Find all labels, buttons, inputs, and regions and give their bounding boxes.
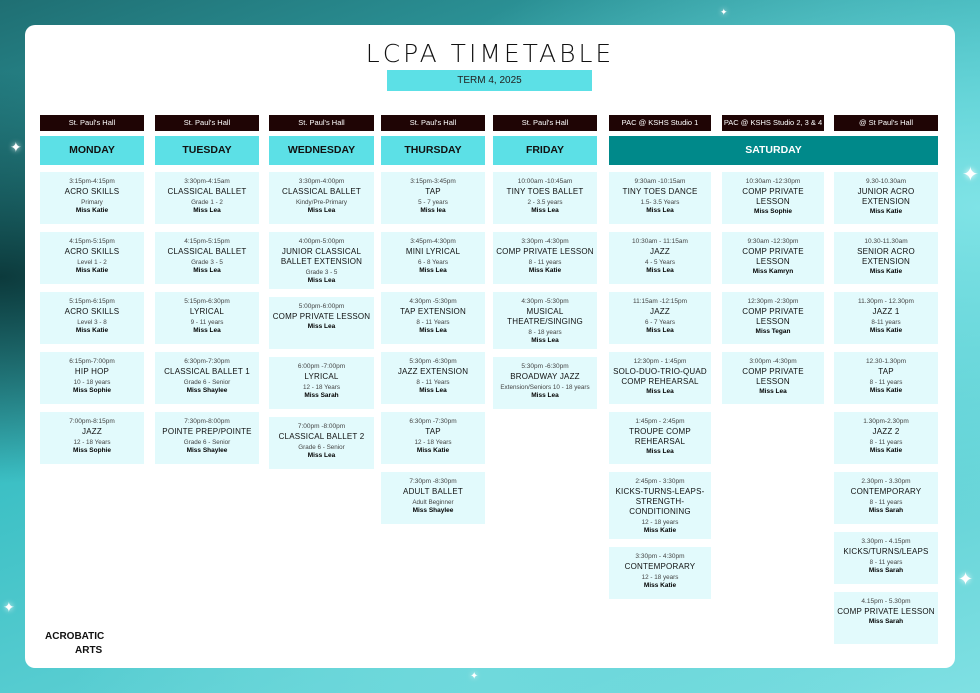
class-teacher: Miss Lea bbox=[307, 323, 336, 330]
class-time: 4.15pm - 5.30pm bbox=[861, 598, 911, 605]
class-level: 9 - 11 years bbox=[190, 319, 224, 326]
class-card bbox=[493, 172, 597, 224]
class-level: 8 - 11 years bbox=[869, 379, 903, 386]
class-time: 6:00pm -7:00pm bbox=[297, 363, 346, 370]
class-time: 3:15pm-4:15pm bbox=[69, 178, 115, 185]
class-time: 12:30pm - 1:45pm bbox=[633, 358, 687, 365]
class-name: CLASSICAL BALLET bbox=[167, 187, 247, 196]
class-level: 6 - 8 Years bbox=[417, 259, 449, 266]
class-level: Grade 1 - 2 bbox=[191, 199, 223, 206]
class-name: LYRICAL bbox=[304, 372, 339, 381]
class-teacher: Miss Lea bbox=[307, 452, 336, 459]
venue-label: @ St Paul's Hall bbox=[834, 115, 938, 131]
class-level: Level 1 - 2 bbox=[77, 259, 107, 266]
class-time: 11:15am -12:15pm bbox=[632, 298, 688, 305]
class-level: 8 - 11 years bbox=[869, 559, 903, 566]
class-level: 8 - 11 Years bbox=[416, 319, 450, 326]
venue-label: St. Paul's Hall bbox=[269, 115, 374, 131]
class-name: ACRO SKILLS bbox=[64, 247, 120, 256]
term-banner: TERM 4, 2025 bbox=[387, 70, 592, 91]
class-name: COMP PRIVATE LESSON bbox=[837, 607, 935, 616]
class-level: Grade 3 - 5 bbox=[305, 269, 338, 276]
class-name: TAP bbox=[425, 427, 441, 436]
day-column bbox=[609, 172, 711, 599]
class-teacher: Miss Lea bbox=[419, 327, 447, 334]
class-time: 11.30pm - 12.30pm bbox=[858, 298, 914, 305]
class-teacher: Miss Katie bbox=[75, 267, 109, 274]
class-name: POINTE PREP/POINTE bbox=[162, 427, 252, 436]
class-name: TAP EXTENSION bbox=[400, 307, 466, 316]
class-card bbox=[155, 352, 259, 404]
day-header-friday: FRIDAY bbox=[493, 136, 597, 165]
class-teacher: Miss Lea bbox=[531, 207, 559, 214]
class-teacher: Miss Lea bbox=[646, 207, 674, 214]
class-teacher: Miss Shaylee bbox=[186, 387, 228, 394]
class-teacher: Miss Katie bbox=[869, 268, 903, 275]
class-teacher: Miss Lea bbox=[419, 267, 447, 274]
class-level: 12 - 18 Years bbox=[73, 439, 111, 446]
class-teacher: Miss Katie bbox=[643, 527, 677, 534]
class-teacher: Miss Lea bbox=[307, 207, 336, 214]
class-teacher: Miss Sarah bbox=[868, 507, 904, 514]
day-header-wednesday: WEDNESDAY bbox=[269, 136, 374, 165]
class-teacher: Miss Sophie bbox=[754, 208, 792, 215]
class-teacher: Miss Shaylee bbox=[412, 507, 454, 514]
class-level: 8 - 11 years bbox=[869, 439, 903, 446]
class-name: KICKS-TURNS-LEAPS-STRENGTH-CONDITIONING bbox=[615, 487, 705, 516]
venue-label: PAC @ KSHS Studio 2, 3 & 4 bbox=[722, 115, 824, 131]
day-column bbox=[381, 172, 485, 524]
acrobatic-arts-logo: ACROBATIC ARTS bbox=[45, 631, 105, 656]
class-card bbox=[155, 172, 259, 224]
class-teacher: Miss Sophie bbox=[73, 447, 111, 454]
class-name: MUSICAL THEATRE/SINGING bbox=[507, 307, 583, 326]
day-header-monday: MONDAY bbox=[40, 136, 144, 165]
class-card bbox=[381, 292, 485, 344]
class-time: 3:30pm - 4:30pm bbox=[635, 553, 685, 560]
class-teacher: Miss Katie bbox=[869, 447, 903, 454]
class-card bbox=[155, 292, 259, 344]
class-time: 7:30pm -8:30pm bbox=[409, 478, 457, 485]
class-level: 10 - 18 years bbox=[73, 379, 111, 386]
class-time: 4:30pm -5:30pm bbox=[521, 298, 569, 305]
class-card bbox=[609, 352, 711, 404]
class-teacher: Miss Katie bbox=[416, 447, 450, 454]
class-time: 10:30am - 11:15am bbox=[632, 238, 688, 245]
class-name: SENIOR ACRO EXTENSION bbox=[857, 247, 915, 266]
class-name: JAZZ EXTENSION bbox=[397, 367, 469, 376]
class-teacher: Miss Lea bbox=[646, 267, 674, 274]
class-teacher: Miss Lea bbox=[419, 387, 447, 394]
class-name: KICKS/TURNS/LEAPS bbox=[843, 547, 929, 556]
day-column bbox=[40, 172, 144, 464]
class-card bbox=[40, 352, 144, 404]
class-time: 7:00pm -8:00pm bbox=[297, 423, 346, 430]
class-name: CONTEMPORARY bbox=[850, 487, 922, 496]
class-level: Grade 6 - Senior bbox=[183, 439, 231, 446]
star-icon: ✦ bbox=[470, 671, 479, 682]
class-teacher: Miss Lea bbox=[193, 327, 221, 334]
day-header-tuesday: TUESDAY bbox=[155, 136, 259, 165]
class-card bbox=[609, 172, 711, 224]
class-name: MINI LYRICAL bbox=[405, 247, 461, 256]
class-level: 12 - 18 years bbox=[641, 574, 679, 581]
venue-label: St. Paul's Hall bbox=[493, 115, 597, 131]
star-icon: ✦ bbox=[958, 569, 974, 589]
class-name: JAZZ 2 bbox=[872, 427, 900, 436]
class-time: 4:00pm-5:00pm bbox=[298, 238, 345, 245]
class-level: 12 - 18 Years bbox=[414, 439, 452, 446]
class-level: 8 - 11 Years bbox=[416, 379, 450, 386]
day-header-saturday: SATURDAY bbox=[609, 136, 938, 165]
class-level: Grade 6 - Senior bbox=[183, 379, 231, 386]
class-time: 12:30pm -2:30pm bbox=[747, 298, 799, 305]
class-teacher: Miss Lea bbox=[531, 392, 559, 399]
venue-label: St. Paul's Hall bbox=[155, 115, 259, 131]
class-name: JAZZ bbox=[650, 247, 670, 256]
class-time: 4:30pm -5:30pm bbox=[409, 298, 457, 305]
page-title: LCPA TIMETABLE bbox=[365, 39, 615, 68]
class-level: Primary bbox=[81, 199, 103, 206]
class-teacher: Miss Shaylee bbox=[186, 447, 228, 454]
class-card bbox=[381, 412, 485, 464]
class-level: Level 3 - 8 bbox=[77, 319, 107, 326]
class-teacher: Miss Sarah bbox=[868, 567, 904, 574]
class-name: CLASSICAL BALLET 1 bbox=[164, 367, 250, 376]
class-card bbox=[381, 172, 485, 224]
class-name: COMP PRIVATE LESSON bbox=[272, 312, 371, 321]
timetable-card bbox=[25, 25, 955, 668]
class-level: 12 - 18 Years bbox=[302, 384, 341, 391]
class-level: 6 - 7 Years bbox=[644, 319, 676, 326]
class-name: JAZZ 1 bbox=[872, 307, 900, 316]
class-card bbox=[609, 232, 711, 284]
star-icon: ✦ bbox=[10, 139, 22, 155]
class-level: Kindy/Pre-Primary bbox=[295, 199, 348, 206]
class-card bbox=[381, 352, 485, 404]
class-time: 3:00pm -4:30pm bbox=[749, 358, 797, 365]
class-time: 3:30pm -4:30pm bbox=[521, 238, 569, 245]
class-teacher: Miss Lea bbox=[646, 388, 674, 395]
class-card bbox=[722, 232, 824, 284]
class-time: 3:30pm-4:15am bbox=[184, 178, 230, 185]
class-card bbox=[722, 292, 824, 344]
class-card bbox=[609, 292, 711, 344]
class-teacher: Miss Katie bbox=[528, 267, 562, 274]
class-time: 1:45pm - 2:45pm bbox=[635, 418, 685, 425]
class-name: TROUPE COMP REHEARSAL bbox=[629, 427, 691, 446]
class-card bbox=[609, 547, 711, 599]
class-time: 5:00pm-6:00pm bbox=[298, 303, 345, 310]
class-time: 5:15pm-6:15pm bbox=[69, 298, 115, 305]
class-teacher: Miss Sarah bbox=[304, 392, 339, 399]
venue-label: St. Paul's Hall bbox=[381, 115, 485, 131]
class-card bbox=[269, 357, 374, 409]
class-name: TINY TOES DANCE bbox=[622, 187, 698, 196]
class-name: ADULT BALLET bbox=[403, 487, 463, 496]
class-card bbox=[40, 292, 144, 344]
class-card bbox=[269, 297, 374, 349]
class-time: 3:30pm-4:00pm bbox=[298, 178, 345, 185]
class-card bbox=[834, 172, 938, 224]
class-card bbox=[834, 592, 938, 644]
class-card bbox=[269, 232, 374, 289]
class-name: COMP PRIVATE LESSON bbox=[742, 247, 804, 266]
class-card bbox=[609, 412, 711, 464]
class-level: 8 - 11 years bbox=[869, 499, 903, 506]
class-teacher: Miss Sarah bbox=[868, 618, 904, 625]
class-level: 1.5- 3.5 Years bbox=[640, 199, 680, 206]
class-teacher: Miss Lea bbox=[646, 327, 674, 334]
class-time: 9.30-10.30am bbox=[865, 178, 907, 185]
class-card bbox=[834, 412, 938, 464]
class-card bbox=[609, 472, 711, 539]
class-card bbox=[40, 172, 144, 224]
day-column bbox=[722, 172, 824, 404]
venue-label: PAC @ KSHS Studio 1 bbox=[609, 115, 711, 131]
class-name: TAP bbox=[425, 187, 441, 196]
class-card bbox=[493, 232, 597, 284]
class-teacher: Miss Lea bbox=[759, 388, 787, 395]
class-level: 8-11 years bbox=[871, 319, 901, 326]
class-time: 10:30am -12:30pm bbox=[745, 178, 801, 185]
class-level: 5 - 7 years bbox=[418, 199, 448, 206]
class-card bbox=[834, 292, 938, 344]
day-column bbox=[155, 172, 259, 464]
class-level: 12 - 18 years bbox=[641, 519, 679, 526]
class-name: COMP PRIVATE LESSON bbox=[742, 367, 804, 386]
class-teacher: Miss lea bbox=[420, 207, 446, 214]
class-level: 8 - 11 years bbox=[528, 259, 562, 266]
class-name: TINY TOES BALLET bbox=[506, 187, 584, 196]
class-time: 3:15pm-3:45pm bbox=[410, 178, 456, 185]
class-name: JUNIOR CLASSICAL BALLET EXTENSION bbox=[280, 247, 363, 266]
class-time: 7:30pm-8:00pm bbox=[184, 418, 230, 425]
class-name: ACRO SKILLS bbox=[64, 187, 120, 196]
class-name: BROADWAY JAZZ bbox=[510, 372, 580, 381]
class-teacher: Miss Lea bbox=[193, 207, 221, 214]
class-time: 10.30-11.30am bbox=[864, 238, 908, 245]
class-teacher: Miss Sophie bbox=[73, 387, 111, 394]
class-name: JAZZ bbox=[82, 427, 102, 436]
class-time: 6:30pm -7:30pm bbox=[409, 418, 457, 425]
class-name: CONTEMPORARY bbox=[624, 562, 696, 571]
venue-label: St. Paul's Hall bbox=[40, 115, 144, 131]
class-card bbox=[722, 172, 824, 224]
class-card bbox=[834, 532, 938, 584]
class-level: 8 - 18 years bbox=[528, 329, 562, 336]
day-column bbox=[493, 172, 597, 409]
class-level: Adult Beginner bbox=[412, 499, 454, 506]
class-level: Grade 6 - Senior bbox=[298, 444, 345, 451]
class-name: TAP bbox=[878, 367, 894, 376]
class-time: 1.30pm-2.30pm bbox=[863, 418, 909, 425]
class-card bbox=[381, 472, 485, 524]
class-time: 5:30pm -6:30pm bbox=[409, 358, 457, 365]
class-name: SOLO-DUO-TRIO-QUAD COMP REHEARSAL bbox=[613, 367, 707, 386]
class-card bbox=[155, 412, 259, 464]
class-time: 3.30pm - 4.15pm bbox=[861, 538, 911, 545]
class-name: JAZZ bbox=[650, 307, 670, 316]
class-time: 7:00pm-8:15pm bbox=[69, 418, 115, 425]
class-teacher: Miss Lea bbox=[646, 448, 674, 455]
class-teacher: Miss Katie bbox=[869, 387, 903, 394]
class-teacher: Miss Lea bbox=[307, 277, 336, 284]
class-time: 12.30-1.30pm bbox=[865, 358, 907, 365]
class-time: 5:30pm -6:30pm bbox=[521, 363, 569, 370]
class-card bbox=[155, 232, 259, 284]
class-teacher: Miss Katie bbox=[75, 207, 109, 214]
class-teacher: Miss Katie bbox=[869, 208, 903, 215]
class-teacher: Miss Katie bbox=[643, 582, 677, 589]
class-card bbox=[834, 472, 938, 524]
class-time: 6:15pm-7:00pm bbox=[69, 358, 115, 365]
class-time: 9:30am -10:15am bbox=[634, 178, 686, 185]
class-time: 10:00am -10:45am bbox=[517, 178, 573, 185]
class-card bbox=[493, 357, 597, 409]
class-teacher: Miss Kamryn bbox=[752, 268, 794, 275]
day-header-thursday: THURSDAY bbox=[381, 136, 485, 165]
class-card bbox=[40, 412, 144, 464]
class-time: 2:45pm - 3:30pm bbox=[635, 478, 685, 485]
class-teacher: Miss Lea bbox=[531, 337, 559, 344]
class-name: COMP PRIVATE LESSON bbox=[742, 187, 804, 206]
class-name: COMP PRIVATE LESSON bbox=[496, 247, 594, 256]
class-name: COMP PRIVATE LESSON bbox=[742, 307, 804, 326]
star-icon: ✦ bbox=[720, 7, 728, 17]
class-name: HIP HOP bbox=[74, 367, 110, 376]
class-time: 5:15pm-6:30pm bbox=[184, 298, 230, 305]
class-level: Grade 3 - 5 bbox=[191, 259, 223, 266]
class-time: 2.30pm - 3.30pm bbox=[861, 478, 911, 485]
class-time: 6:30pm-7:30pm bbox=[184, 358, 230, 365]
class-teacher: Miss Lea bbox=[193, 267, 221, 274]
class-card bbox=[269, 172, 374, 224]
class-card bbox=[493, 292, 597, 349]
class-card bbox=[40, 232, 144, 284]
class-name: CLASSICAL BALLET bbox=[282, 187, 361, 196]
class-level: 2 - 3.5 years bbox=[527, 199, 563, 206]
class-card bbox=[834, 352, 938, 404]
class-time: 4:15pm-5:15pm bbox=[69, 238, 115, 245]
class-level: Extension/Seniors 10 - 18 years bbox=[500, 384, 590, 391]
class-teacher: Miss Katie bbox=[75, 327, 109, 334]
class-time: 3:45pm-4:30pm bbox=[410, 238, 456, 245]
day-column bbox=[834, 172, 938, 644]
star-icon: ✦ bbox=[3, 599, 15, 615]
class-teacher: Miss Tegan bbox=[755, 328, 791, 335]
class-name: JUNIOR ACRO EXTENSION bbox=[857, 187, 915, 206]
star-icon: ✦ bbox=[962, 164, 979, 186]
class-name: ACRO SKILLS bbox=[64, 307, 120, 316]
class-teacher: Miss Katie bbox=[869, 327, 903, 334]
class-name: LYRICAL bbox=[189, 307, 225, 316]
class-level: 4 - 5 Years bbox=[644, 259, 676, 266]
class-name: CLASSICAL BALLET bbox=[167, 247, 247, 256]
class-card bbox=[381, 232, 485, 284]
class-card bbox=[834, 232, 938, 284]
class-card bbox=[722, 352, 824, 404]
class-time: 4:15pm-5:15pm bbox=[184, 238, 230, 245]
class-time: 9:30am -12:30pm bbox=[747, 238, 799, 245]
class-name: CLASSICAL BALLET 2 bbox=[278, 432, 365, 441]
day-column bbox=[269, 172, 374, 469]
class-card bbox=[269, 417, 374, 469]
